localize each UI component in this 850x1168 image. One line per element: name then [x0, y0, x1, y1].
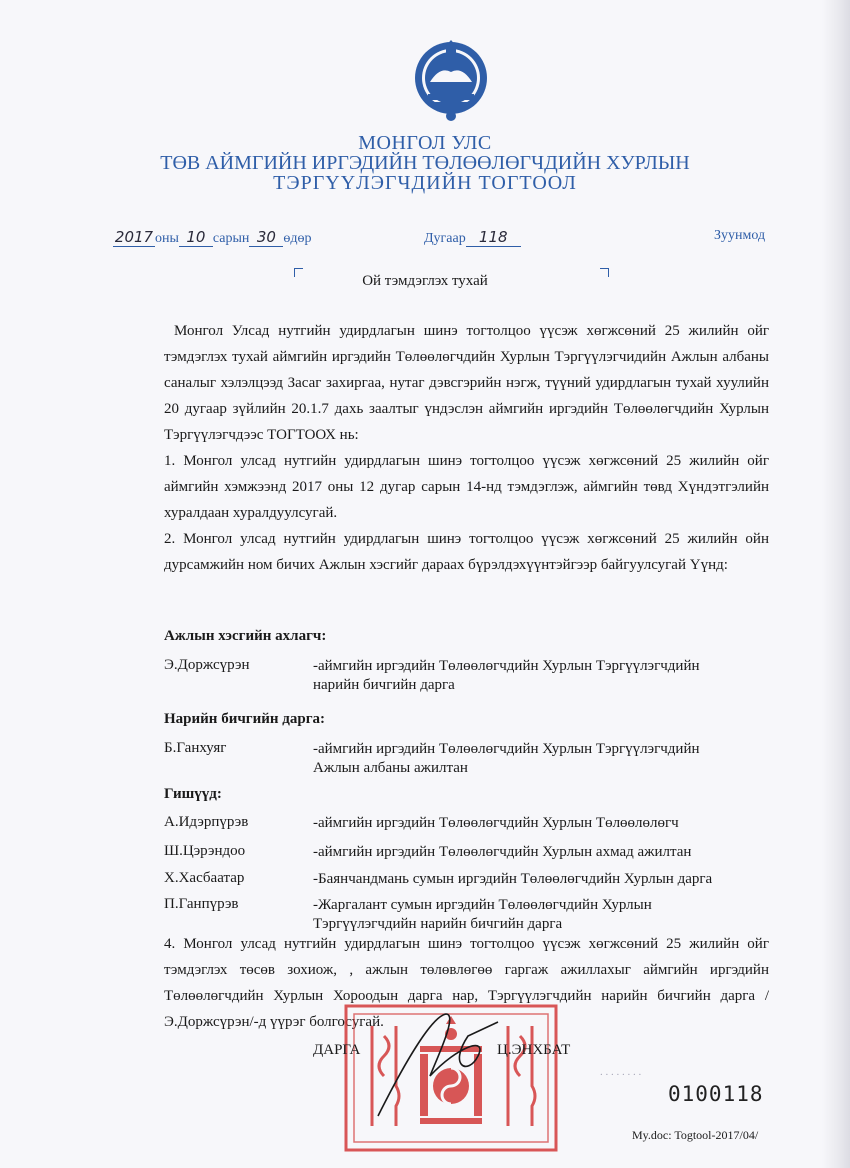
leader-name: Э.Доржсүрэн — [164, 657, 250, 673]
signature-name: Ц.ЭНХБАТ — [497, 1042, 571, 1058]
date-year: 2017 — [114, 228, 154, 246]
bleed-through-mark: . . . . . . . . — [600, 1066, 642, 1078]
member-name: А.Идэрпүрэв — [164, 814, 249, 830]
leader-role-line2: нарийн бичгийн дарга — [313, 677, 455, 693]
document-code: 0100118 — [668, 1082, 764, 1106]
intro-paragraph — [164, 318, 769, 448]
header-organization: ТӨВ АЙМГИЙН ИРГЭДИЙН ТӨЛӨӨЛӨГЧДИЙН ХУРЛЫН — [160, 152, 690, 174]
member-role-line1: -Жаргалант сумын иргэдийн Төлөөлөгчдийн Хурлын — [313, 897, 652, 913]
header-doc-type: ТЭРГҮҮЛЭГЧДИЙН ТОГТООЛ — [273, 172, 577, 194]
signature-title: ДАРГА — [313, 1042, 361, 1058]
secretary-name: Б.Ганхуяг — [164, 740, 227, 756]
leader-role-line1: -аймгийн иргэдийн Төлөөлөгчдийн Хурлын Тэргүүлэгчдийн — [313, 658, 700, 674]
date-day-label: өдөр — [283, 231, 312, 246]
secretary-label: Нарийн бичгийн дарга: — [164, 711, 326, 727]
member-role-line2: Тэргүүлэгчдийн нарийн бичгийн дарга — [313, 916, 563, 932]
date-field — [113, 228, 312, 247]
state-emblem-icon — [410, 36, 492, 126]
leader-label: Ажлын хэсгийн ахлагч: — [164, 628, 327, 644]
number-label: Дугаар — [424, 231, 466, 246]
member-name: Ш.Цэрэндоо — [164, 843, 246, 859]
member-name: Х.Хасбаатар — [164, 870, 245, 886]
item-2-paragraph: 2. Монгол улсад нутгийн удирдлагын шинэ тогтолцоо үүсэж хөгжсөний 25 жилийн ойн дурсамжийн ном бичих Ажлын хэсгийг дараах бүрэлдэхүүнтэйгээр байгуулсугай Үүнд: — [164, 531, 769, 573]
secretary-role — [313, 740, 768, 778]
item-1-paragraph: 1. Монгол улсад нутгийн удирдлагын шинэ тогтолцоо үүсэж хөгжсөний 25 жилийн ойг аймгийн хэмжээнд 2017 оны 12 дугар сарын 14-нд тэмдэглэж, аймгийн төвд Хүндэтгэлийн хуралдаан хуралдуулсугай. — [164, 453, 769, 521]
date-month-label: сарын — [212, 231, 250, 246]
header-country: МОНГОЛ УЛС — [358, 132, 492, 154]
secretary-role-line2: Ажлын албаны ажилтан — [313, 760, 468, 776]
member-role: -аймгийн иргэдийн Төлөөлөгчдийн Хурлын ахмад ажилтан — [313, 844, 692, 860]
leader-role — [313, 657, 768, 695]
doc-number: 118 — [466, 228, 521, 247]
subject-title: Ой тэмдэглэх тухай — [362, 273, 488, 289]
item-4-paragraph: 4. Монгол улсад нутгийн удирдлагын шинэ тогтолцоо үүсэж хөгжсөний 25 жилийн ойг тэмдэглэх төсөв зохиож, , ажлын төлөвлөгөө гаргаж ажиллахыг аймгийн иргэдийн Төлөөлөгчдийн Хурлын Хороодын дарга нар, Тэргүүлэгчдийн нарийн бичгийн дарга /Э.Доржсүрэн/-д үүрэг болгосугай. — [164, 936, 769, 1030]
official-seal-stamp-icon — [338, 996, 564, 1154]
intro-text: Монгол Улсад нутгийн удирдлагын шинэ тогтолцоо үүсэж хөгжсөний 25 жилийн ойг тэмдэглэх тухай аймгийн иргэдийн Төлөөлөгчдийн Хурлын Тэргүүлэгчидийн Ажлын албаны саналыг хэлэлцээд Засаг захиргаа, нутаг дэвсгэрийн нэгж, түүний удирдлагын тухай хуулийн 20 дугаар зүйлийн 20.1.7 дахь заалтыг үндэслэн аймгийн иргэдийн Төлөөлөгчдийн Хурлын Тэргүүлэгчдээс ТОГТООХ нь: — [164, 323, 769, 443]
file-reference: My.doc: Togtool-2017/04/ — [632, 1128, 759, 1142]
place-name: Зуунмод — [714, 228, 766, 243]
member-role: -аймгийн иргэдийн Төлөөлөгчдийн Хурлын Төлөөлөлөгч — [313, 815, 679, 831]
member-name: П.Ганпүрэв — [164, 896, 239, 912]
secretary-role-line1: -аймгийн иргэдийн Төлөөлөгчдийн Хурлын Тэргүүлэгчдийн — [313, 741, 700, 757]
date-month: 10 — [179, 228, 213, 247]
number-field — [424, 228, 521, 247]
date-year-label: оны — [155, 231, 179, 246]
members-label: Гишүүд: — [164, 786, 222, 802]
member-role — [313, 896, 768, 934]
member-role: -Баянчандмань сумын иргэдийн Төлөөлөгчдийн Хурлын дарга — [313, 871, 713, 887]
date-day: 30 — [249, 228, 283, 247]
